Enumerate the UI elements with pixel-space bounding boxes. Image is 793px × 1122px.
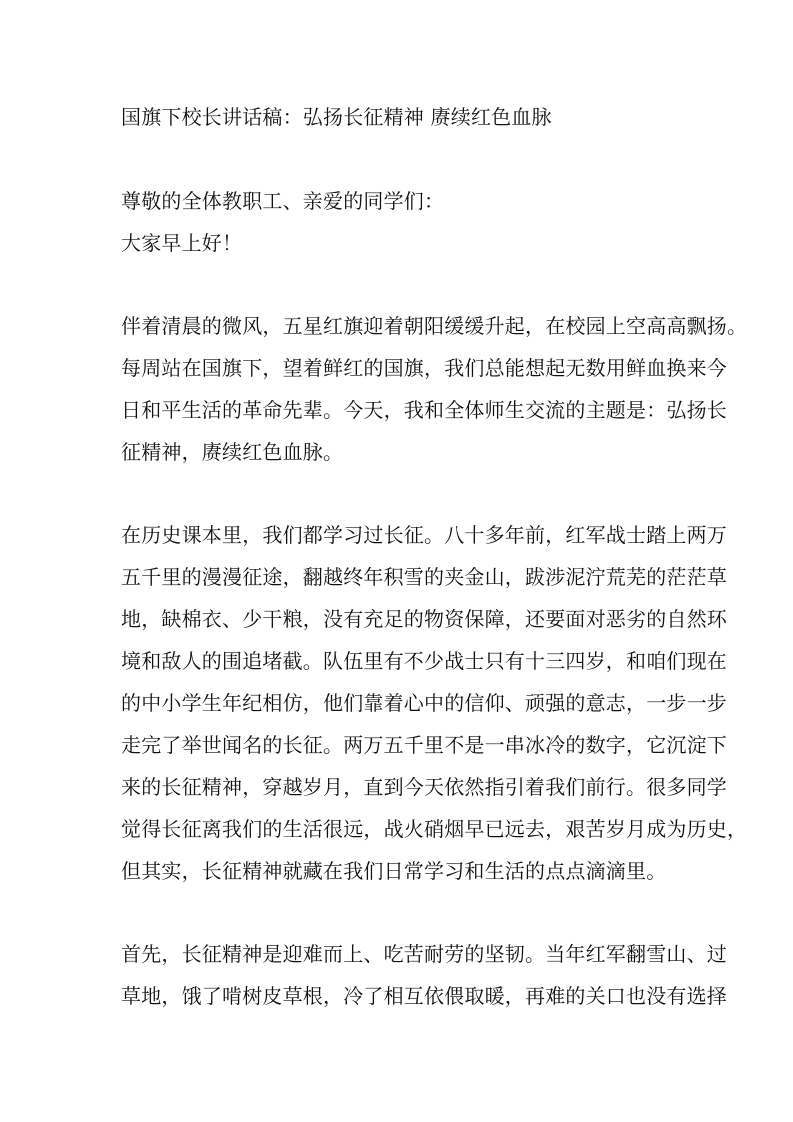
paragraph-line: 走完了举世闻名的长征。两万五千里不是一串冰冷的数字，它沉淀下 [121, 733, 727, 757]
salutation: 尊敬的全体教职工、亲爱的同学们： [121, 189, 445, 213]
paragraph-line: 但其实，长征精神就藏在我们日常学习和生活的点点滴滴里。 [121, 859, 667, 883]
paragraph-line: 征精神，赓续红色血脉。 [121, 440, 344, 464]
paragraph-line: 草地，饿了啃树皮草根，冷了相互依偎取暖，再难的关口也没有选择 [121, 984, 727, 1008]
paragraph-line: 日和平生活的革命先辈。今天，我和全体师生交流的主题是：弘扬长 [121, 398, 727, 422]
paragraph-line: 觉得长征离我们的生活很远，战火硝烟早已远去，艰苦岁月成为历史， [121, 817, 748, 841]
greeting: 大家早上好！ [121, 231, 243, 255]
paragraph-line: 首先，长征精神是迎难而上、吃苦耐劳的坚韧。当年红军翻雪山、过 [121, 942, 727, 966]
paragraph-line: 地，缺棉衣、少干粮，没有充足的物资保障，还要面对恶劣的自然环 [121, 607, 727, 631]
paragraph-line: 伴着清晨的微风，五星红旗迎着朝阳缓缓升起，在校园上空高高飘扬。 [121, 314, 748, 338]
paragraph-line: 每周站在国旗下，望着鲜红的国旗，我们总能想起无数用鲜血换来今 [121, 356, 727, 380]
document-title: 国旗下校长讲话稿：弘扬长征精神 赓续红色血脉 [121, 105, 552, 129]
paragraph-line: 的中小学生年纪相仿，他们靠着心中的信仰、顽强的意志，一步一步 [121, 691, 727, 715]
paragraph-line: 五千里的漫漫征途，翻越终年积雪的夹金山，跋涉泥泞荒芜的茫茫草 [121, 565, 727, 589]
paragraph-line: 来的长征精神，穿越岁月，直到今天依然指引着我们前行。很多同学 [121, 775, 727, 799]
paragraph-line: 境和敌人的围追堵截。队伍里有不少战士只有十三四岁，和咱们现在 [121, 649, 727, 673]
paragraph-line: 在历史课本里，我们都学习过长征。八十多年前，红军战士踏上两万 [121, 523, 727, 547]
